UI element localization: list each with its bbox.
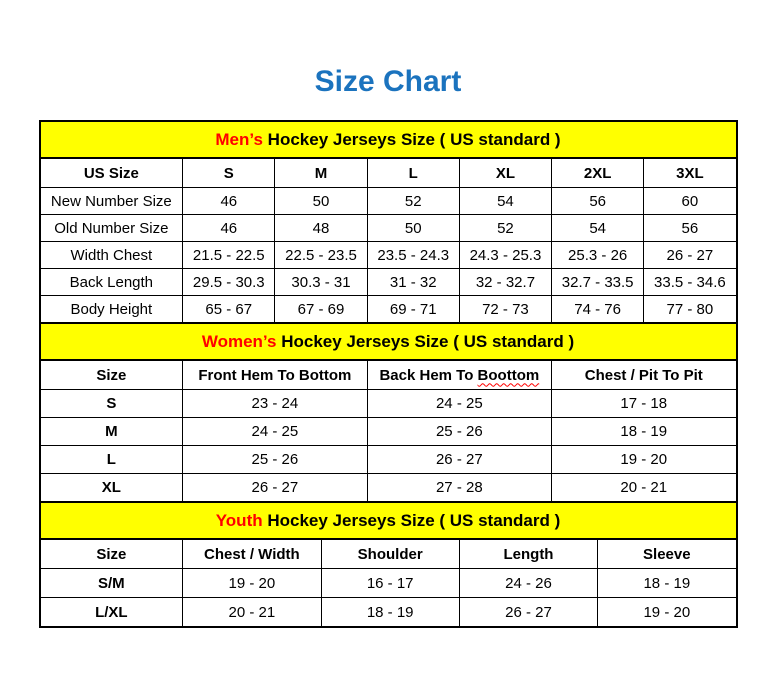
- cell-value: 72 - 73: [459, 296, 551, 323]
- mens-title-rest: Hockey Jerseys Size ( US standard ): [267, 129, 561, 149]
- youth-title-rest: Hockey Jerseys Size ( US standard ): [267, 510, 561, 530]
- cell-value: 18 - 19: [321, 598, 459, 627]
- mens-header-row: [40, 158, 736, 188]
- mens-title-highlight: Men’s: [215, 129, 263, 149]
- cell-value: 46: [183, 215, 275, 242]
- table-row: [40, 418, 736, 446]
- cell-value: 50: [275, 188, 367, 215]
- cell-value: 19 - 20: [552, 446, 736, 474]
- column-header: Chest / Width: [183, 539, 321, 569]
- table-row: [40, 598, 736, 627]
- cell-value: 22.5 - 23.5: [275, 242, 367, 269]
- womens-title-rest: Hockey Jerseys Size ( US standard ): [281, 331, 575, 351]
- row-label: XL: [40, 474, 183, 502]
- mens-size-table: [40, 121, 737, 323]
- row-label: Body Height: [40, 296, 183, 323]
- column-header: [367, 360, 551, 390]
- column-header: Chest / Pit To Pit: [552, 360, 736, 390]
- size-tables-container: [39, 120, 738, 628]
- cell-value: 26 - 27: [367, 446, 551, 474]
- cell-value: 21.5 - 22.5: [183, 242, 275, 269]
- cell-value: 26 - 27: [183, 474, 367, 502]
- row-label: L: [40, 446, 183, 474]
- cell-value: 16 - 17: [321, 569, 459, 598]
- cell-value: 31 - 32: [367, 269, 459, 296]
- row-label: S: [40, 390, 183, 418]
- table-row: [40, 188, 736, 215]
- cell-value: 69 - 71: [367, 296, 459, 323]
- table-row: [40, 296, 736, 323]
- womens-band-row: [40, 324, 736, 361]
- cell-value: 24 - 25: [183, 418, 367, 446]
- cell-value: 25 - 26: [183, 446, 367, 474]
- youth-size-table: [40, 502, 737, 627]
- mens-band-row: [40, 122, 736, 159]
- cell-value: 20 - 21: [183, 598, 321, 627]
- cell-value: 18 - 19: [552, 418, 736, 446]
- cell-value: 52: [367, 188, 459, 215]
- column-header: US Size: [40, 158, 183, 188]
- column-header: 3XL: [644, 158, 736, 188]
- mens-table-title: [40, 122, 736, 159]
- cell-value: 46: [183, 188, 275, 215]
- table-row: [40, 474, 736, 502]
- misspelled-word: Boottom: [477, 366, 540, 384]
- table-row: [40, 390, 736, 418]
- table-row: [40, 269, 736, 296]
- cell-value: 20 - 21: [552, 474, 736, 502]
- cell-value: 23 - 24: [183, 390, 367, 418]
- column-header: Shoulder: [321, 539, 459, 569]
- row-label: Old Number Size: [40, 215, 183, 242]
- column-header: Front Hem To Bottom: [183, 360, 367, 390]
- cell-value: 18 - 19: [598, 569, 736, 598]
- column-header: S: [183, 158, 275, 188]
- page-title: Size Chart: [314, 65, 462, 98]
- row-label: S/M: [40, 569, 183, 598]
- row-label: M: [40, 418, 183, 446]
- cell-value: 27 - 28: [367, 474, 551, 502]
- cell-value: 56: [644, 215, 736, 242]
- cell-value: 67 - 69: [275, 296, 367, 323]
- youth-table-title: [40, 503, 736, 540]
- column-header: XL: [459, 158, 551, 188]
- row-label: L/XL: [40, 598, 183, 627]
- womens-header-row: [40, 360, 736, 390]
- cell-value: 54: [459, 188, 551, 215]
- youth-header-row: [40, 539, 736, 569]
- cell-value: 77 - 80: [644, 296, 736, 323]
- table-row: [40, 446, 736, 474]
- table-row: [40, 569, 736, 598]
- column-header: Sleeve: [598, 539, 736, 569]
- table-row: [40, 242, 736, 269]
- cell-value: 30.3 - 31: [275, 269, 367, 296]
- youth-title-highlight: Youth: [215, 510, 263, 530]
- row-label: Width Chest: [40, 242, 183, 269]
- cell-value: 25 - 26: [367, 418, 551, 446]
- cell-value: 26 - 27: [644, 242, 736, 269]
- cell-value: 29.5 - 30.3: [183, 269, 275, 296]
- cell-value: 32 - 32.7: [459, 269, 551, 296]
- cell-value: 50: [367, 215, 459, 242]
- cell-value: 23.5 - 24.3: [367, 242, 459, 269]
- cell-value: 56: [552, 188, 644, 215]
- row-label: Back Length: [40, 269, 183, 296]
- womens-title-highlight: Women’s: [201, 331, 277, 351]
- cell-value: 33.5 - 34.6: [644, 269, 736, 296]
- cell-value: 74 - 76: [552, 296, 644, 323]
- womens-table-title: [40, 324, 736, 361]
- column-header-text: Back Hem To: [379, 366, 474, 384]
- cell-value: 26 - 27: [459, 598, 597, 627]
- column-header: Size: [40, 539, 183, 569]
- youth-band-row: [40, 503, 736, 540]
- cell-value: 25.3 - 26: [552, 242, 644, 269]
- cell-value: 32.7 - 33.5: [552, 269, 644, 296]
- row-label: New Number Size: [40, 188, 183, 215]
- cell-value: 17 - 18: [552, 390, 736, 418]
- womens-size-table: [40, 323, 737, 502]
- cell-value: 60: [644, 188, 736, 215]
- cell-value: 52: [459, 215, 551, 242]
- cell-value: 24 - 26: [459, 569, 597, 598]
- column-header: Length: [459, 539, 597, 569]
- column-header: 2XL: [552, 158, 644, 188]
- column-header: Size: [40, 360, 183, 390]
- cell-value: 24.3 - 25.3: [459, 242, 551, 269]
- cell-value: 24 - 25: [367, 390, 551, 418]
- cell-value: 19 - 20: [598, 598, 736, 627]
- cell-value: 65 - 67: [183, 296, 275, 323]
- cell-value: 48: [275, 215, 367, 242]
- column-header: M: [275, 158, 367, 188]
- column-header: L: [367, 158, 459, 188]
- cell-value: 54: [552, 215, 644, 242]
- table-row: [40, 215, 736, 242]
- cell-value: 19 - 20: [183, 569, 321, 598]
